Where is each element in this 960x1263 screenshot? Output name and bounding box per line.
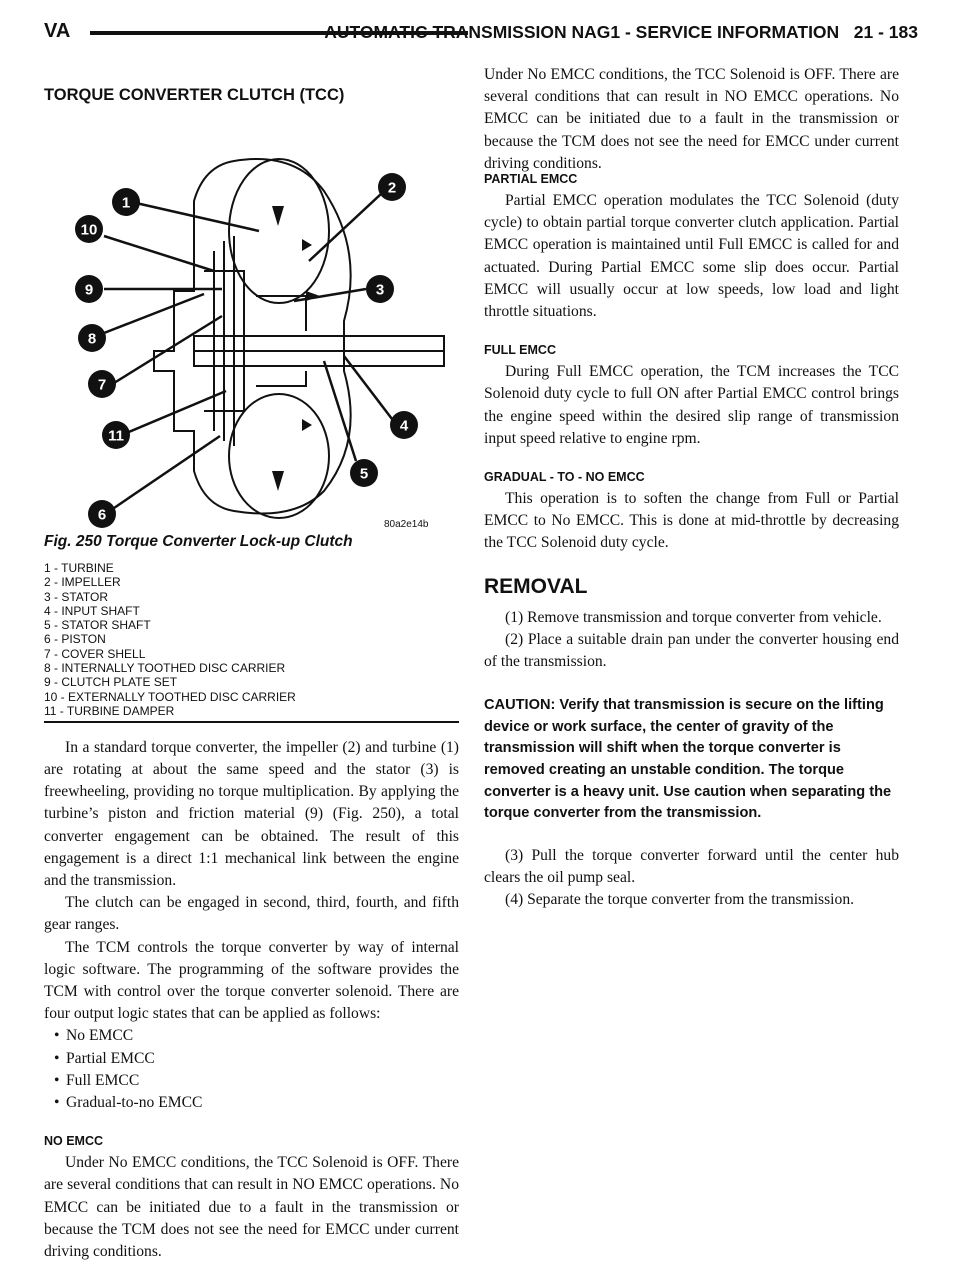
left-column	[44, 86, 459, 1261]
legend-item: 4 - INPUT SHAFT	[44, 603, 140, 618]
body-paragraph: In a standard torque converter, the impeller (2) and turbine (1) are rotating at about the same speed and the stator (3) is freewheeling, providing no torque multiplication. By applying the turbine’s piston and friction material (9) (Fig. 250), a total converter engagement can be obtained. The result of this engagement is a direct 1:1 mechanical link between the engine and the transmission.	[44, 738, 459, 889]
subheading-gradual: GRADUAL - TO - NO EMCC	[484, 470, 645, 485]
header-title: AUTOMATIC TRANSMISSION NAG1 - SERVICE INFORMATION 21 - 183	[324, 22, 918, 42]
figure-legend	[44, 561, 459, 718]
legend-item: 11 - TURBINE DAMPER	[44, 703, 175, 718]
subheading-partial-emcc: PARTIAL EMCC	[484, 172, 578, 186]
right-column	[484, 66, 899, 911]
body-paragraph: During Full EMCC operation, the TCM increases the TCC Solenoid duty cycle to full ON after Partial EMCC control brings the engine speed within the desired slip range of transmission input speed relative to engine rpm.	[484, 363, 899, 447]
callout-text: 4	[399, 417, 409, 435]
figure-caption: Fig. 250 Torque Converter Lock-up Clutch	[44, 533, 353, 550]
removal-step: (2) Place a suitable drain pan under the converter housing end of the transmission.	[484, 630, 899, 671]
callout-text: 6	[97, 506, 107, 524]
callout-text: 9	[84, 281, 94, 299]
callout-text: 7	[97, 376, 107, 394]
section-title: TORQUE CONVERTER CLUTCH (TCC)	[44, 86, 345, 104]
list-item: • Gradual-to-no EMCC	[54, 1094, 203, 1112]
legend-item: 1 - TURBINE	[44, 561, 114, 575]
callout-text: 11	[108, 427, 124, 445]
legend-item: 5 - STATOR SHAFT	[44, 618, 151, 633]
legend-item: 10 - EXTERNALLY TOOTHED DISC CARRIER	[44, 689, 296, 704]
torque-converter-drawing	[44, 111, 459, 531]
callout-text: 3	[375, 281, 385, 299]
subheading-no-emcc: NO EMCC	[44, 1134, 104, 1149]
legend-item: 6 - PISTON	[44, 632, 106, 647]
callout-text: 5	[359, 465, 369, 483]
body-paragraph: Under No EMCC conditions, the TCC Solenoid is OFF. There are several conditions that can result in NO EMCC operations. No EMCC can be initiated due to a fault in the transmission or because the TCM does not see the need for EMCC under current driving conditions.	[44, 1154, 459, 1261]
legend-item: 8 - INTERNALLY TOOTHED DISC CARRIER	[44, 661, 286, 676]
legend-item: 7 - COVER SHELL	[44, 646, 146, 661]
callout-text: 8	[87, 330, 97, 348]
removal-step: (1) Remove transmission and torque converter from vehicle.	[505, 608, 882, 626]
subheading-full-emcc: FULL EMCC	[484, 343, 556, 358]
callout-text: 2	[387, 179, 397, 197]
removal-step: (3) Pull the torque converter forward until the center hub clears the oil pump seal.	[484, 846, 899, 887]
removal-step: (4) Separate the torque converter from the transmission.	[505, 891, 855, 909]
body-paragraph: The TCM controls the torque converter by way of internal logic software. The programming of the software provides the TCM with control over the torque converter solenoid. There are four output logic states that can be applied as follows:	[44, 938, 459, 1023]
callout-text: 10	[80, 221, 98, 239]
page-header	[44, 18, 918, 48]
header-model: VA	[44, 20, 71, 42]
removal-heading: REMOVAL	[484, 574, 588, 598]
caution-note: CAUTION: Verify that transmission is secure on the lifting device or work surface, the center of gravity of the transmission will shift when the torque converter is removed creating an unstable condition. The torque converter is a heavy unit. Use caution when separating the torque converter from the transmission.	[484, 697, 892, 822]
body-paragraph: Partial EMCC operation modulates the TCC Solenoid (duty cycle) to obtain partial torque converter clutch application. Partial EMCC operation is maintained until Full EMCC is called for and actuated. During Partial EMCC some slip does occur. Partial EMCC will usually occur at low speeds, low load and light throttle situations.	[484, 192, 899, 321]
figure-code: 80a2e14b	[384, 519, 429, 530]
body-paragraph: The clutch can be engaged in second, third, fourth, and fifth gear ranges.	[44, 894, 459, 934]
legend-item: 2 - IMPELLER	[44, 575, 121, 590]
legend-item: 9 - CLUTCH PLATE SET	[44, 675, 178, 690]
list-item: • Full EMCC	[54, 1071, 140, 1089]
legend-item: 3 - STATOR	[44, 589, 109, 604]
torque-converter-figure	[44, 111, 459, 531]
list-item: • No EMCC	[54, 1027, 134, 1045]
list-item: • Partial EMCC	[54, 1049, 155, 1067]
body-paragraph: This operation is to soften the change from Full or Partial EMCC to No EMCC. This is done at mid-throttle by decreasing the TCC Solenoid duty cycle.	[484, 490, 899, 552]
legend-divider	[44, 721, 459, 723]
body-paragraph-continued: Under No EMCC conditions, the TCC Solenoid is OFF. There are several conditions that can result in NO EMCC operations. No EMCC can be initiated due to a fault in the transmission or because the TCM does not see the need for EMCC under current driving conditions.	[484, 66, 899, 172]
callout-text: 1	[121, 194, 131, 212]
